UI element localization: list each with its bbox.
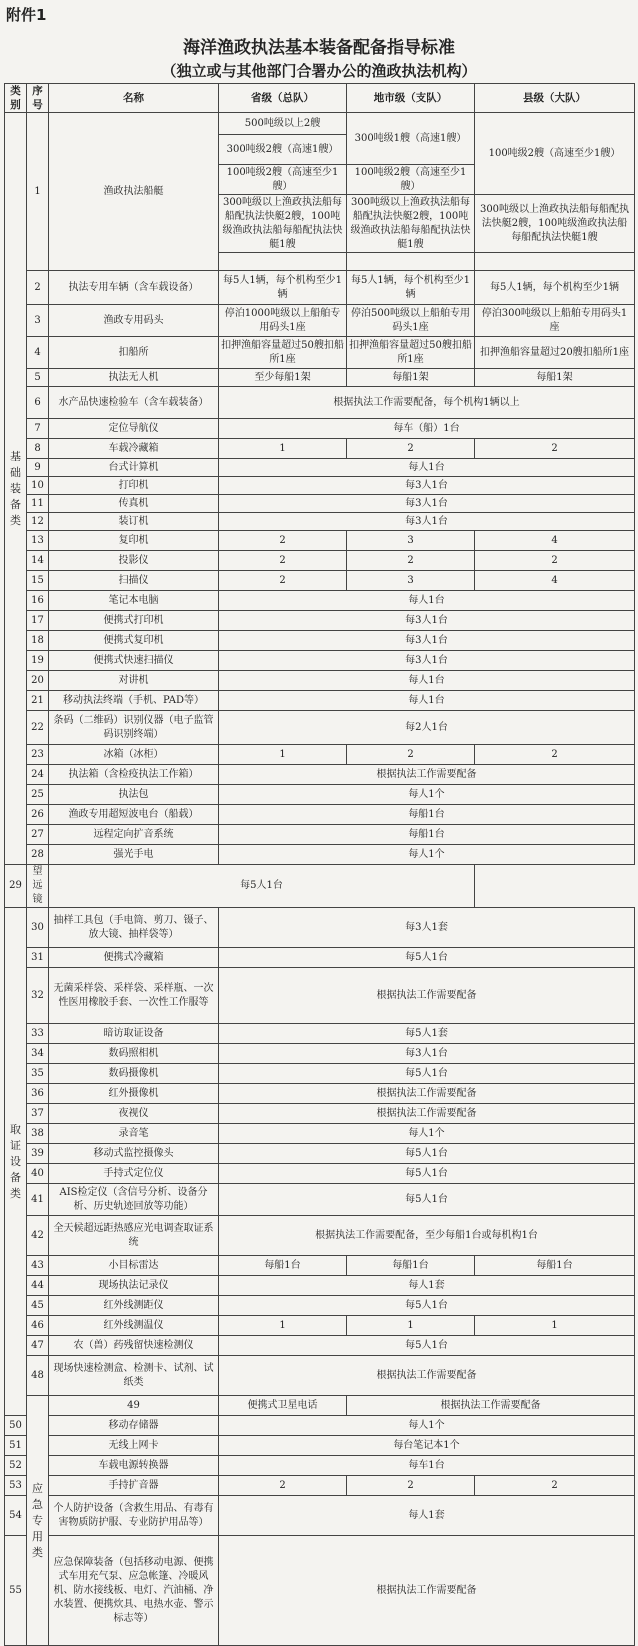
row-no: 2 (27, 271, 49, 305)
row-value-all: 每3人1台 (219, 1044, 635, 1064)
row-no: 6 (27, 387, 49, 419)
row-name: 台式计算机 (49, 459, 219, 477)
county-value: 2 (475, 439, 635, 459)
header-county: 县级（大队） (475, 84, 635, 113)
row-name: 手持式定位仪 (49, 1164, 219, 1184)
city-value: 扣押渔船容量超过50艘扣船所1座 (347, 337, 475, 369)
row-name: 渔政专用超短波电台（船载） (49, 805, 219, 825)
category-evidence: 取证设备类 (5, 908, 27, 1416)
row-name: 现场快速检测盒、检测卡、试剂、试纸类 (49, 1356, 219, 1396)
county-note: 300吨级以上渔政执法船每船配执法快艇2艘，100吨级渔政执法船每船配执法快艇1艘 (475, 195, 635, 253)
county-value: 每5人1辆，每个机构至少1辆 (475, 271, 635, 305)
county-value: 每船1架 (475, 369, 635, 387)
row-no: 45 (27, 1296, 49, 1316)
row-name: 便携式打印机 (49, 611, 219, 631)
table-row (5, 1104, 635, 1124)
row-value-all: 每人1个 (219, 1124, 635, 1144)
table-row (5, 459, 635, 477)
row-value-all: 根据执法工作需要配备 (219, 765, 635, 785)
county-value: 100吨级2艘（高速至少1艘） (475, 113, 635, 195)
row-name: 农（兽）药残留快速检测仪 (49, 1336, 219, 1356)
table-row (5, 1144, 635, 1164)
row-value-all: 每5人1台 (219, 1336, 635, 1356)
row-name: 投影仪 (49, 551, 219, 571)
table-row (5, 1024, 635, 1044)
county-value: 4 (475, 531, 635, 551)
row-value-all: 每车1台 (219, 1456, 635, 1476)
table-row (5, 1064, 635, 1084)
table-row (5, 113, 635, 135)
table-row (5, 1084, 635, 1104)
header-no: 序号 (27, 84, 49, 113)
row-value-all: 每5人1台 (49, 865, 475, 908)
table-row (5, 513, 635, 531)
row-no: 40 (27, 1164, 49, 1184)
row-name: 暗访取证设备 (49, 1024, 219, 1044)
row-no: 31 (27, 948, 49, 968)
row-value-all: 每2人1台 (219, 711, 635, 745)
table-row (5, 1316, 635, 1336)
row-no: 10 (27, 477, 49, 495)
row-name: AIS检定仪（含信号分析、设备分析、历史轨迹回放等功能） (49, 1184, 219, 1216)
row-no: 8 (27, 439, 49, 459)
row-no: 54 (5, 1496, 27, 1536)
row-name: 扣船所 (49, 337, 219, 369)
city-value: 2 (347, 745, 475, 765)
table-row (5, 337, 635, 369)
table-row (5, 1436, 635, 1456)
table-row (5, 1296, 635, 1316)
row-name: 望远镜 (27, 865, 49, 908)
row-no: 35 (27, 1064, 49, 1084)
province-value: 每5人1辆，每个机构至少1辆 (219, 271, 347, 305)
row-no: 14 (27, 551, 49, 571)
table-row (5, 651, 635, 671)
row-no: 42 (27, 1216, 49, 1256)
row-no: 16 (27, 591, 49, 611)
city-spacer (347, 253, 475, 271)
document-title: 海洋渔政执法基本装备配备指导标准 (183, 38, 455, 58)
row-no: 5 (27, 369, 49, 387)
table-row (5, 968, 635, 1024)
row-name: 执法专用车辆（含车载设备） (49, 271, 219, 305)
table-row (5, 631, 635, 651)
row-value-all: 根据执法工作需要配备 (347, 1396, 635, 1416)
city-value: 100吨级2艘（高速至少1艘） (347, 165, 475, 195)
city-value: 3 (347, 571, 475, 591)
row-no: 53 (5, 1476, 27, 1496)
table-row (5, 611, 635, 631)
row-name: 无菌采样袋、采样袋、采样瓶、一次性医用橡胶手套、一次性工作服等 (49, 968, 219, 1024)
row-no: 37 (27, 1104, 49, 1124)
row-no: 18 (27, 631, 49, 651)
province-value: 停泊1000吨级以上船舶专用码头1座 (219, 305, 347, 337)
row-no: 24 (27, 765, 49, 785)
city-value: 每5人1辆，每个机构至少1辆 (347, 271, 475, 305)
city-note: 300吨级以上渔政执法船每船配执法快艇2艘，100吨级渔政执法船每船配执法快艇1艘 (347, 195, 475, 253)
header-category: 类别 (5, 84, 27, 113)
row-value-all: 每5人1台 (219, 1144, 635, 1164)
table-row (5, 387, 635, 419)
row-no: 22 (27, 711, 49, 745)
row-no: 27 (27, 825, 49, 845)
row-name: 渔政专用码头 (49, 305, 219, 337)
row-name: 执法箱（含检疫执法工作箱） (49, 765, 219, 785)
row-value-all: 每台笔记本1个 (219, 1436, 635, 1456)
table-row (5, 271, 635, 305)
row-name: 数码照相机 (49, 1044, 219, 1064)
province-value: 1 (219, 745, 347, 765)
header-city: 地市级（支队） (347, 84, 475, 113)
table-row (5, 745, 635, 765)
row-value-all: 每5人1台 (219, 1296, 635, 1316)
row-value-all: 每3人1台 (219, 495, 635, 513)
table-row (5, 1124, 635, 1144)
row-no: 11 (27, 495, 49, 513)
row-name: 装订机 (49, 513, 219, 531)
row-name: 无线上网卡 (49, 1436, 219, 1456)
table-row (5, 765, 635, 785)
document-subtitle: （独立或与其他部门合署办公的渔政执法机构） (161, 62, 477, 80)
city-value: 每船1台 (347, 1256, 475, 1276)
city-value: 2 (347, 1476, 475, 1496)
row-value-all: 每3人1台 (219, 651, 635, 671)
row-name: 个人防护设备（含救生用品、有毒有害物质防护服、专业防护用品等） (49, 1496, 219, 1536)
province-value: 2 (219, 571, 347, 591)
county-value: 2 (475, 1476, 635, 1496)
row-name: 传真机 (49, 495, 219, 513)
row-value-all: 每人1个 (219, 845, 635, 865)
row-value-all: 每3人1台 (219, 513, 635, 531)
row-value-all: 每3人1台 (219, 631, 635, 651)
row-no: 20 (27, 671, 49, 691)
table-row (5, 1416, 635, 1436)
table-row (5, 908, 635, 948)
row-value-all: 每船1台 (219, 805, 635, 825)
row-value-all: 每人1个 (219, 1416, 635, 1436)
row-no: 4 (27, 337, 49, 369)
row-no: 30 (27, 908, 49, 948)
row-no: 33 (27, 1024, 49, 1044)
table-row (5, 1336, 635, 1356)
row-name: 水产品快速检验车（含车载装备） (49, 387, 219, 419)
province-spacer (219, 253, 347, 271)
row-no: 41 (27, 1184, 49, 1216)
county-value: 2 (475, 745, 635, 765)
row-no: 55 (5, 1536, 27, 1646)
row-no: 3 (27, 305, 49, 337)
table-row (5, 671, 635, 691)
city-value: 3 (347, 531, 475, 551)
province-value: 2 (219, 1476, 347, 1496)
row-value-all: 每5人1台 (219, 1164, 635, 1184)
table-row (5, 591, 635, 611)
table-row (5, 1216, 635, 1256)
row-value-all: 根据执法工作需要配备，至少每船1台或每机构1台 (219, 1216, 635, 1256)
row-no: 29 (5, 865, 27, 908)
row-no: 47 (27, 1336, 49, 1356)
province-value: 2 (219, 531, 347, 551)
row-name: 执法包 (49, 785, 219, 805)
table-row (5, 551, 635, 571)
table-row (5, 1256, 635, 1276)
table-row (5, 1276, 635, 1296)
table-row (5, 531, 635, 551)
row-no: 48 (27, 1356, 49, 1396)
row-name: 便携式卫星电话 (219, 1396, 347, 1416)
row-no: 52 (5, 1456, 27, 1476)
row-name: 冰箱（冰柜） (49, 745, 219, 765)
row-name: 现场执法记录仪 (49, 1276, 219, 1296)
province-value: 100吨级2艘（高速至少1艘） (219, 165, 347, 195)
province-value: 1 (219, 1316, 347, 1336)
province-value: 500吨级以上2艘 (219, 113, 347, 135)
row-value-all: 每人1台 (219, 671, 635, 691)
row-value-all: 根据执法工作需要配备，每个机构1辆以上 (219, 387, 635, 419)
row-no: 26 (27, 805, 49, 825)
table-row (5, 1164, 635, 1184)
row-value-all: 每5人1台 (219, 1184, 635, 1216)
row-name: 全天候超远距热感应光电调查取证系统 (49, 1216, 219, 1256)
table-row (5, 825, 635, 845)
row-no: 21 (27, 691, 49, 711)
row-name: 渔政执法船艇 (49, 113, 219, 271)
table-row (5, 711, 635, 745)
table-row (5, 1536, 635, 1646)
row-value-all: 每人1台 (219, 459, 635, 477)
row-no: 23 (27, 745, 49, 765)
city-value: 300吨级1艘（高速1艘） (347, 113, 475, 165)
row-value-all: 根据执法工作需要配备 (219, 1536, 635, 1646)
province-value: 1 (219, 439, 347, 459)
county-spacer (475, 253, 635, 271)
city-value: 每船1架 (347, 369, 475, 387)
category-basic: 基础装备类 (5, 113, 27, 865)
province-value: 300吨级2艘（高速1艘） (219, 135, 347, 165)
row-no: 28 (27, 845, 49, 865)
county-value: 每船1台 (475, 1256, 635, 1276)
attachment-label: 附件1 (6, 6, 47, 24)
row-name: 便携式快速扫描仪 (49, 651, 219, 671)
row-no: 38 (27, 1124, 49, 1144)
row-value-all: 每5人1套 (219, 1024, 635, 1044)
row-value-all: 根据执法工作需要配备 (219, 1356, 635, 1396)
table-row (5, 1356, 635, 1396)
row-name: 数码摄像机 (49, 1064, 219, 1084)
table-row (5, 1044, 635, 1064)
city-value: 停泊500吨级以上船舶专用码头1座 (347, 305, 475, 337)
row-no: 12 (27, 513, 49, 531)
row-no: 25 (27, 785, 49, 805)
row-no: 49 (49, 1396, 219, 1416)
table-row (5, 419, 635, 439)
table-row (5, 1456, 635, 1476)
city-value: 2 (347, 551, 475, 571)
header-province: 省级（总队） (219, 84, 347, 113)
table-row (5, 845, 635, 865)
row-no: 19 (27, 651, 49, 671)
row-no: 50 (5, 1416, 27, 1436)
table-row (5, 477, 635, 495)
city-value: 1 (347, 1316, 475, 1336)
city-value: 2 (347, 439, 475, 459)
row-name: 手持扩音器 (49, 1476, 219, 1496)
county-value: 扣押渔船容量超过20艘扣船所1座 (475, 337, 635, 369)
table-row (5, 805, 635, 825)
row-name: 执法无人机 (49, 369, 219, 387)
row-value-all: 每人1套 (219, 1496, 635, 1536)
row-name: 便携式冷藏箱 (49, 948, 219, 968)
row-name: 对讲机 (49, 671, 219, 691)
row-name: 条码（二维码）识别仪器（电子监管码识别终端） (49, 711, 219, 745)
row-no: 51 (5, 1436, 27, 1456)
table-row (5, 1476, 635, 1496)
row-no: 1 (27, 113, 49, 271)
table-row (5, 305, 635, 337)
row-name: 车载电源转换器 (49, 1456, 219, 1476)
row-name: 夜视仪 (49, 1104, 219, 1124)
row-no: 13 (27, 531, 49, 551)
table-row (5, 1396, 635, 1416)
row-name: 移动存储器 (49, 1416, 219, 1436)
row-name: 应急保障装备（包括移动电源、便携式车用充气泵、应急帐篷、冷暖风机、防水接线板、电灯、汽油桶、净水装置、便携炊具、电热水壶、警示标志等） (49, 1536, 219, 1646)
table-row (5, 1496, 635, 1536)
table-row (5, 691, 635, 711)
row-value-all: 每3人1套 (219, 908, 635, 948)
row-name: 笔记本电脑 (49, 591, 219, 611)
province-value: 2 (219, 551, 347, 571)
row-name: 小目标雷达 (49, 1256, 219, 1276)
table-body (5, 84, 635, 1646)
row-value-all: 每人1个 (219, 785, 635, 805)
category-emergency: 应急专用类 (27, 1396, 49, 1646)
row-no: 43 (27, 1256, 49, 1276)
table-row (5, 439, 635, 459)
province-value: 至少每船1架 (219, 369, 347, 387)
row-name: 红外线测距仪 (49, 1296, 219, 1316)
table-row (5, 948, 635, 968)
row-value-all: 每船1台 (219, 825, 635, 845)
row-name: 复印机 (49, 531, 219, 551)
row-value-all: 每车（船）1台 (219, 419, 635, 439)
row-value-all: 根据执法工作需要配备 (219, 968, 635, 1024)
row-name: 扫描仪 (49, 571, 219, 591)
row-name: 抽样工具包（手电筒、剪刀、镊子、放大镜、抽样袋等） (49, 908, 219, 948)
table-row (5, 1184, 635, 1216)
row-no: 44 (27, 1276, 49, 1296)
row-name: 红外摄像机 (49, 1084, 219, 1104)
row-value-all: 每3人1台 (219, 611, 635, 631)
row-no: 46 (27, 1316, 49, 1336)
row-name: 打印机 (49, 477, 219, 495)
row-value-all: 每3人1台 (219, 477, 635, 495)
row-name: 录音笔 (49, 1124, 219, 1144)
row-value-all: 每人1台 (219, 691, 635, 711)
table-row (5, 571, 635, 591)
province-value: 扣押渔船容量超过50艘扣船所1座 (219, 337, 347, 369)
row-name: 便携式复印机 (49, 631, 219, 651)
row-no: 17 (27, 611, 49, 631)
row-name: 移动执法终端（手机、PAD等） (49, 691, 219, 711)
equipment-table (4, 83, 635, 1646)
row-name: 远程定向扩音系统 (49, 825, 219, 845)
row-name: 车载冷藏箱 (49, 439, 219, 459)
row-value-all: 每人1台 (219, 591, 635, 611)
table-row (5, 369, 635, 387)
row-value-all: 每人1套 (219, 1276, 635, 1296)
county-value: 4 (475, 571, 635, 591)
row-no: 32 (27, 968, 49, 1024)
county-value: 2 (475, 551, 635, 571)
row-name: 强光手电 (49, 845, 219, 865)
table-row (5, 785, 635, 805)
row-name: 移动式监控摄像头 (49, 1144, 219, 1164)
row-no: 9 (27, 459, 49, 477)
county-value: 1 (475, 1316, 635, 1336)
row-no: 39 (27, 1144, 49, 1164)
row-value-all: 根据执法工作需要配备 (219, 1084, 635, 1104)
row-no: 34 (27, 1044, 49, 1064)
county-value: 停泊300吨级以上船舶专用码头1座 (475, 305, 635, 337)
row-name: 定位导航仪 (49, 419, 219, 439)
row-value-all: 每5人1台 (219, 948, 635, 968)
province-note: 300吨级以上渔政执法船每船配执法快艇2艘，100吨级渔政执法船每船配执法快艇1艘 (219, 195, 347, 253)
row-value-all: 每5人1台 (219, 1064, 635, 1084)
header-name: 名称 (49, 84, 219, 113)
row-value-all: 根据执法工作需要配备 (219, 1104, 635, 1124)
row-no: 15 (27, 571, 49, 591)
row-no: 7 (27, 419, 49, 439)
province-value: 每船1台 (219, 1256, 347, 1276)
table-row (5, 495, 635, 513)
row-name: 红外线测温仪 (49, 1316, 219, 1336)
table-row (5, 865, 635, 908)
row-no: 36 (27, 1084, 49, 1104)
header-row (5, 84, 635, 113)
